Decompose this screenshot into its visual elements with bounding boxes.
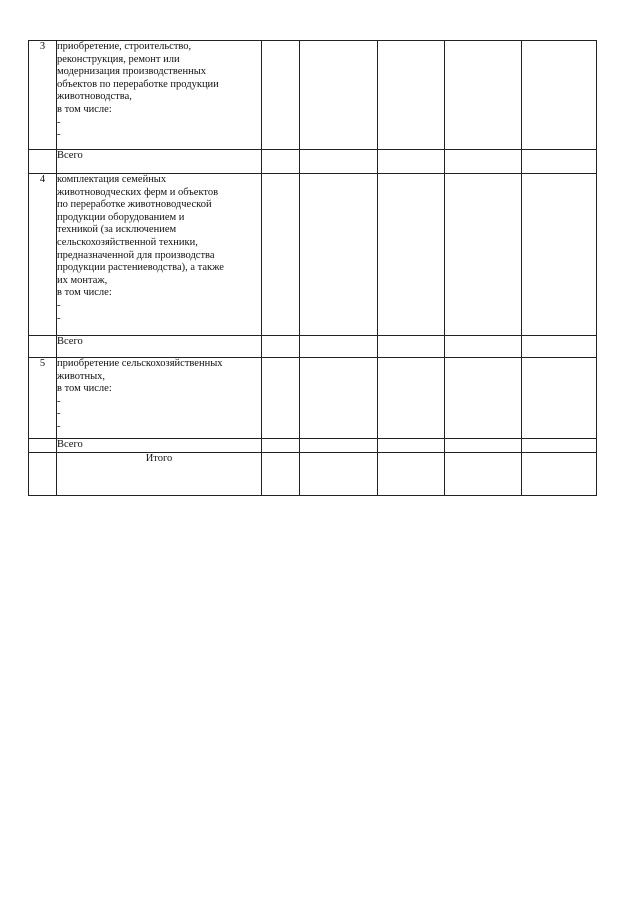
description-line: их монтаж, <box>57 274 108 286</box>
total-row <box>29 453 597 496</box>
empty-cell <box>522 41 597 150</box>
description-line: реконструкция, ремонт или <box>57 53 180 65</box>
description-line: приобретение, строительство, <box>57 41 192 52</box>
empty-cell <box>262 358 300 439</box>
empty-cell <box>29 336 57 358</box>
subtotal-row <box>29 336 597 358</box>
empty-cell <box>300 174 378 336</box>
description-line: животноводческих ферм и объектов <box>57 186 219 198</box>
row-number: 3 <box>29 41 57 150</box>
empty-cell <box>262 174 300 336</box>
empty-cell <box>300 150 378 174</box>
empty-cell <box>29 453 57 496</box>
empty-cell <box>445 41 522 150</box>
empty-cell <box>262 150 300 174</box>
row-description <box>57 41 262 150</box>
description-line: в том числе: <box>57 383 112 395</box>
description-line: предназначенной для производства <box>57 249 215 261</box>
description-line: техникой (за исключением <box>57 224 177 236</box>
description-line: - <box>57 312 61 324</box>
empty-cell <box>378 453 445 496</box>
empty-cell <box>445 150 522 174</box>
empty-cell <box>445 453 522 496</box>
empty-cell <box>522 336 597 358</box>
row-description <box>57 174 262 336</box>
description-line: - <box>57 420 61 432</box>
description-line: - <box>57 116 61 128</box>
empty-cell <box>522 453 597 496</box>
description-line: животноводства, <box>57 91 132 103</box>
empty-cell <box>378 439 445 453</box>
empty-cell <box>445 358 522 439</box>
total-label: Итого <box>57 453 262 496</box>
subtotal-label: Всего <box>57 439 262 453</box>
description-line: - <box>57 395 61 407</box>
table-row <box>29 41 597 150</box>
empty-cell <box>522 150 597 174</box>
description-line: объектов по переработке продукции <box>57 78 219 90</box>
empty-cell <box>300 41 378 150</box>
empty-cell <box>300 336 378 358</box>
description-line: в том числе: <box>57 103 112 115</box>
description-line: по переработке животноводческой <box>57 199 212 211</box>
description-line: приобретение сельскохозяйственных <box>57 358 223 369</box>
empty-cell <box>300 453 378 496</box>
description-line: - <box>57 299 61 311</box>
empty-cell <box>300 439 378 453</box>
subtotal-label: Всего <box>57 336 262 358</box>
empty-cell <box>522 358 597 439</box>
description-line: продукции растениеводства), а также <box>57 262 224 274</box>
empty-cell <box>262 439 300 453</box>
empty-cell <box>378 336 445 358</box>
empty-cell <box>378 150 445 174</box>
empty-cell <box>445 439 522 453</box>
row-description <box>57 358 262 439</box>
description-line: комплектация семейных <box>57 174 167 185</box>
empty-cell <box>262 41 300 150</box>
empty-cell <box>378 174 445 336</box>
description-line: модернизация производственных <box>57 66 206 78</box>
description-line: - <box>57 129 61 141</box>
description-line: в том числе: <box>57 287 112 299</box>
subtotal-row <box>29 439 597 453</box>
description-line: животных, <box>57 370 106 382</box>
table-row <box>29 358 597 439</box>
empty-cell <box>445 174 522 336</box>
empty-cell <box>29 439 57 453</box>
subtotal-row <box>29 150 597 174</box>
empty-cell <box>300 358 378 439</box>
empty-cell <box>29 150 57 174</box>
empty-cell <box>445 336 522 358</box>
expense-table <box>28 40 597 496</box>
description-line: продукции оборудованием и <box>57 211 185 223</box>
description-line: - <box>57 408 61 420</box>
row-number: 4 <box>29 174 57 336</box>
empty-cell <box>262 453 300 496</box>
row-number: 5 <box>29 358 57 439</box>
empty-cell <box>262 336 300 358</box>
table-row <box>29 174 597 336</box>
subtotal-label: Всего <box>57 150 262 174</box>
empty-cell <box>378 41 445 150</box>
empty-cell <box>522 174 597 336</box>
description-line: сельскохозяйственной техники, <box>57 236 198 248</box>
empty-cell <box>378 358 445 439</box>
empty-cell <box>522 439 597 453</box>
